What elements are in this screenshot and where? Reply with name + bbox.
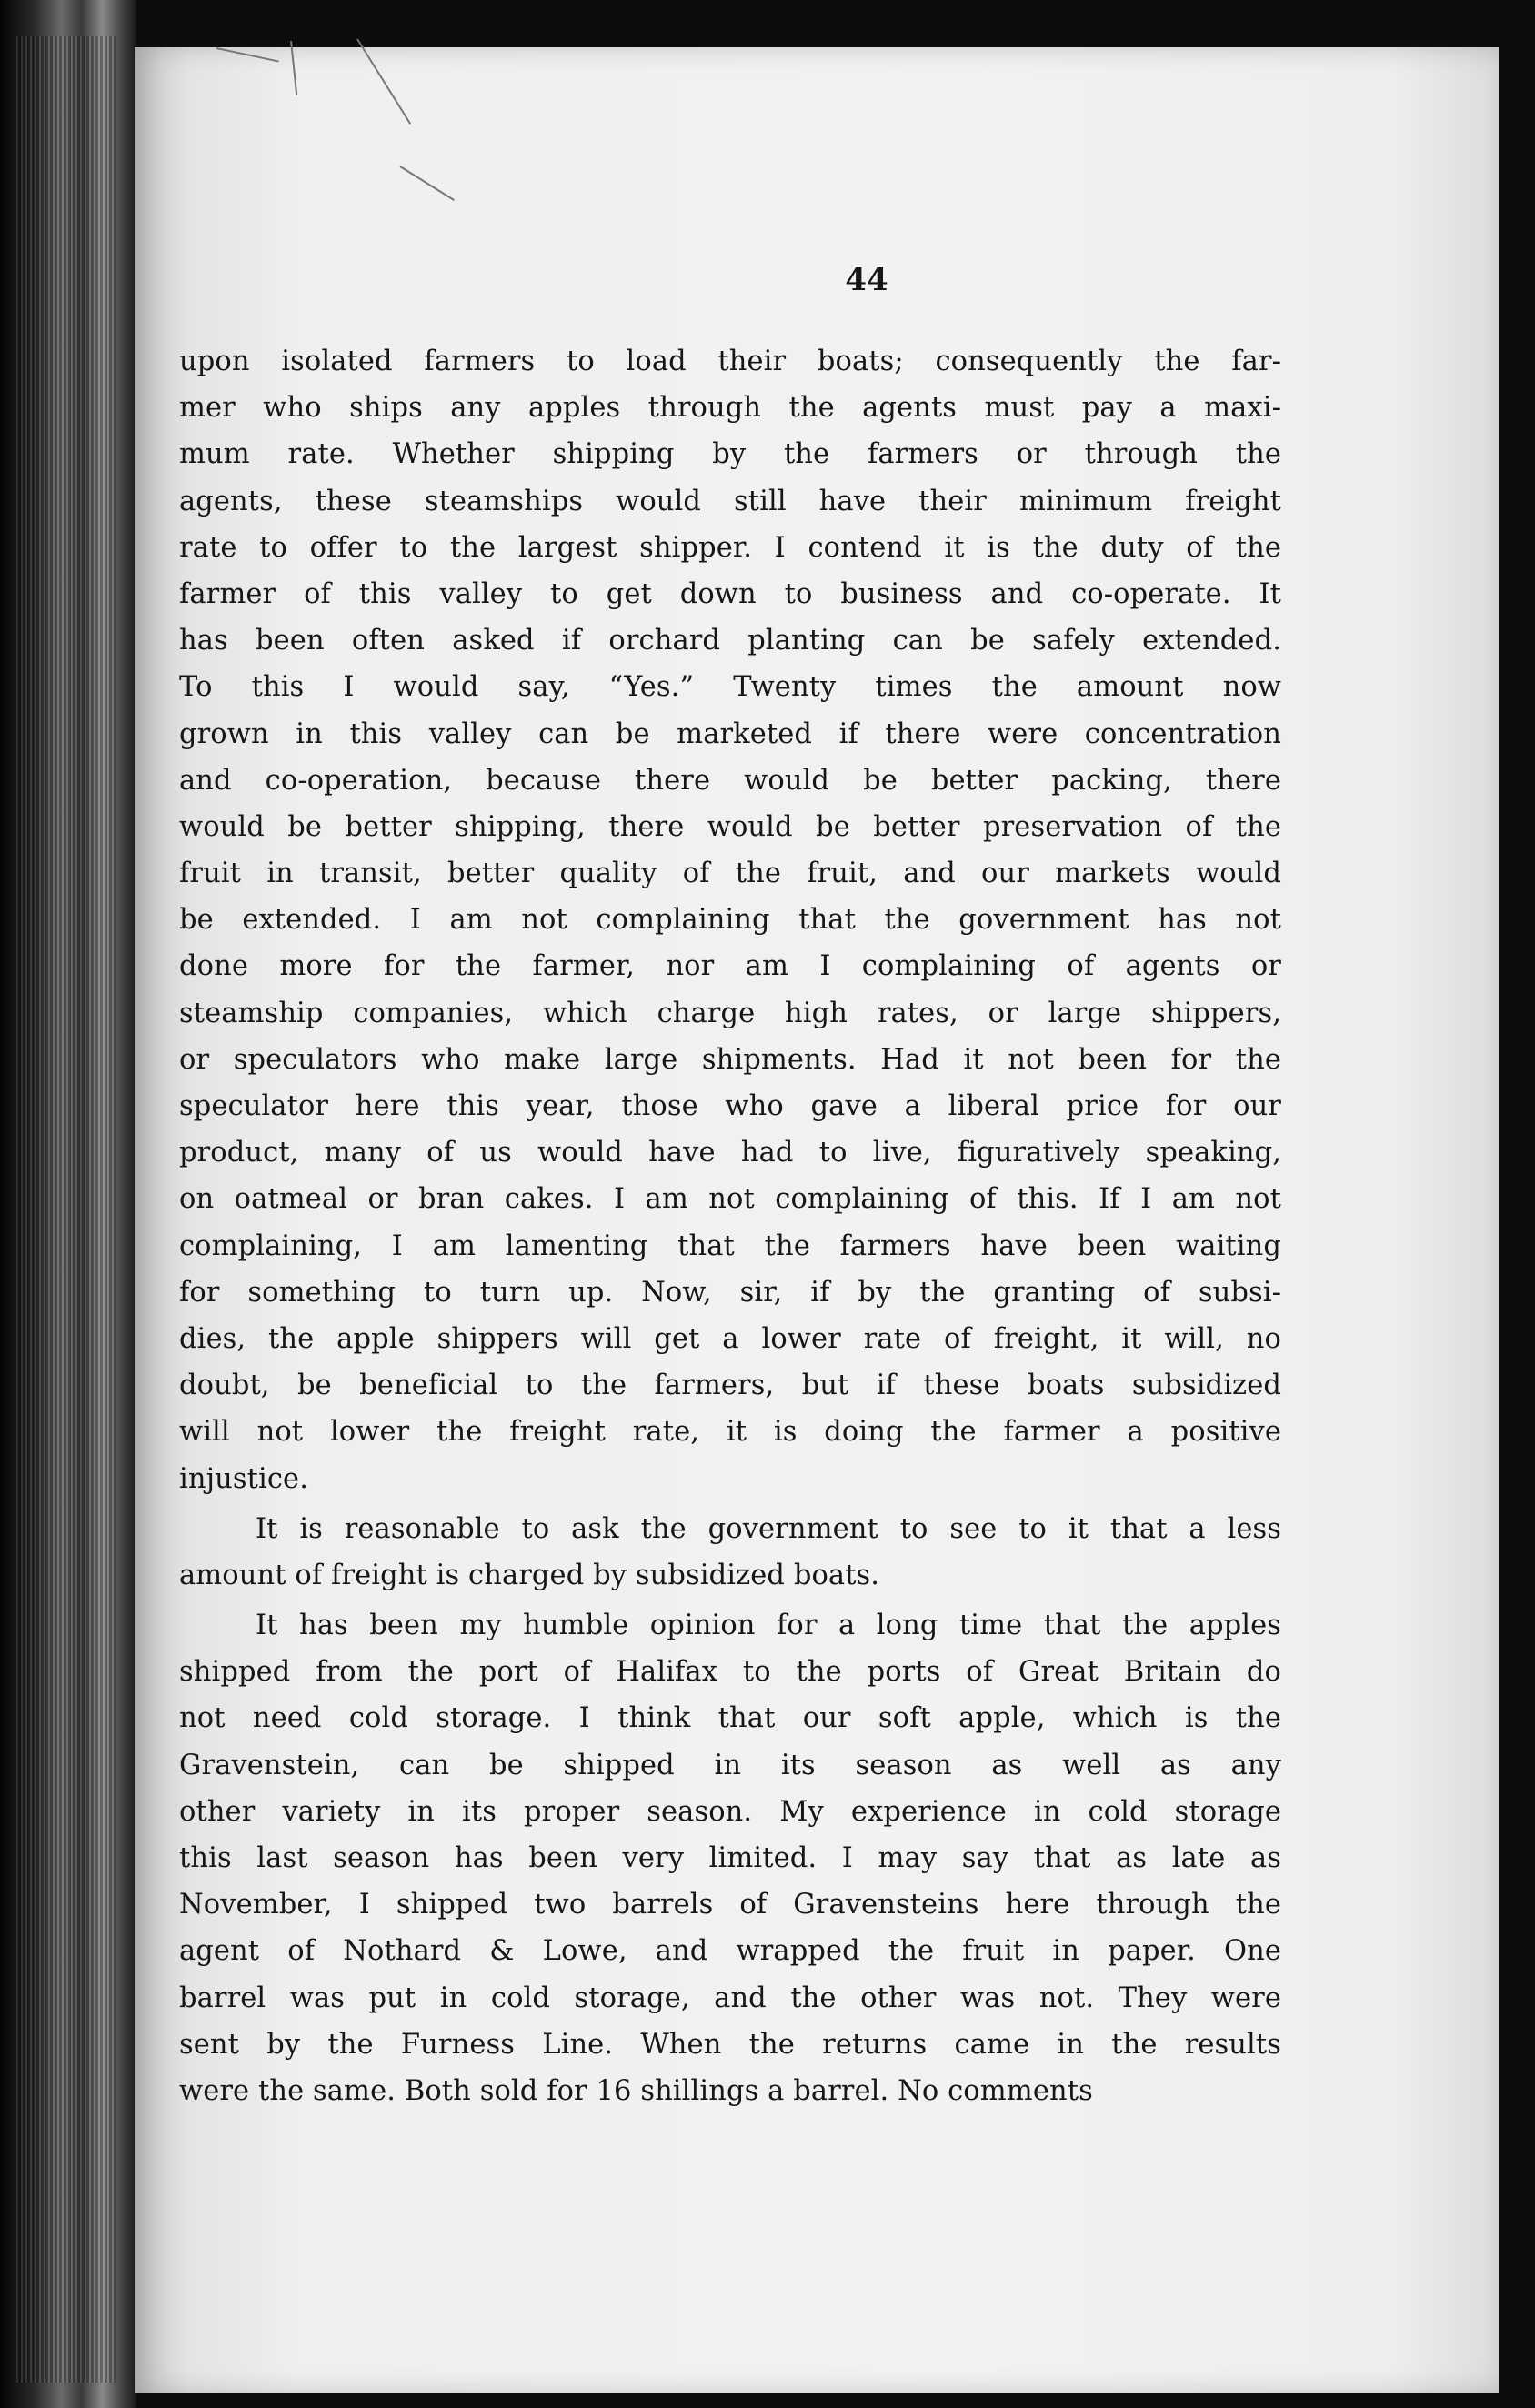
text-line: dies, the apple shippers will get a lower rate of freight, it will, no — [179, 1322, 1281, 1355]
body-text — [179, 338, 1281, 2114]
text-line: farmer of this valley to get down to business and co-operate. It — [179, 577, 1281, 610]
text-line: not need cold storage. I think that our soft apple, which is the — [179, 1702, 1281, 1735]
text-line: barrel was put in cold storage, and the other was not. They were — [179, 1982, 1281, 2014]
scan-mark — [290, 41, 297, 95]
text-line: amount of freight is charged by subsidized boats. — [179, 1559, 880, 1591]
paragraph — [179, 1506, 1281, 1599]
text-line: has been often asked if orchard planting can be safely extended. — [179, 625, 1281, 657]
text-line: complaining, I am lamenting that the farmers have been waiting — [179, 1229, 1281, 1262]
text-line: speculator here this year, those who gave a liberal price for our — [179, 1090, 1281, 1122]
text-line: on oatmeal or bran cakes. I am not complaining of this. If I am not — [179, 1183, 1281, 1216]
book-spine — [0, 0, 136, 2408]
text-line: product, many of us would have had to live, figuratively speaking, — [179, 1137, 1281, 1169]
text-line: doubt, be beneficial to the farmers, but if these boats subsidized — [179, 1370, 1281, 1402]
text-line: mum rate. Whether shipping by the farmers or through the — [179, 438, 1281, 471]
text-line: agent of Nothard & Lowe, and wrapped the fruit in paper. One — [179, 1935, 1281, 1968]
text-line: It has been my humble opinion for a long time that the apples — [256, 1610, 1281, 1642]
scan-mark — [216, 47, 279, 63]
text-line: fruit in transit, better quality of the fruit, and our markets would — [179, 858, 1281, 890]
text-line: mer who ships any apples through the agents must pay a maxi- — [179, 392, 1281, 425]
text-line: Gravenstein, can be shipped in its season as well as any — [179, 1749, 1281, 1781]
scan-mark — [399, 166, 454, 201]
text-line: steamship companies, which charge high rates, or large shippers, — [179, 997, 1281, 1029]
text-line: will not lower the freight rate, it is doing the farmer a positive — [179, 1416, 1281, 1449]
scan-mark — [356, 38, 411, 124]
text-line: this last season has been very limited. I may say that as late as — [179, 1842, 1281, 1874]
text-line: upon isolated farmers to load their boats; consequently the far- — [179, 346, 1281, 377]
paragraph — [179, 1602, 1281, 2114]
text-line: or speculators who make large shipments. Had it not been for the — [179, 1043, 1281, 1076]
text-line: agents, these steamships would still have their minimum freight — [179, 485, 1281, 517]
text-line: grown in this valley can be marketed if there were concentration — [179, 717, 1281, 750]
text-line: be extended. I am not complaining that the government has not — [179, 904, 1281, 937]
page-edges — [16, 36, 116, 2383]
text-line: other variety in its proper season. My experience in cold storage — [179, 1795, 1281, 1828]
text-line: would be better shipping, there would be better preservation of the — [179, 810, 1281, 843]
text-line: for something to turn up. Now, sir, if by the granting of subsi- — [179, 1276, 1281, 1309]
text-line: done more for the farmer, nor am I complaining of agents or — [179, 950, 1281, 983]
page-number: 44 — [845, 262, 888, 298]
text-line: injustice. — [179, 1462, 308, 1495]
text-line: To this I would say, “Yes.” Twenty times the amount now — [179, 671, 1281, 704]
text-line: shipped from the port of Halifax to the ports of Great Britain do — [179, 1656, 1281, 1689]
text-line: November, I shipped two barrels of Gravensteins here through the — [179, 1889, 1281, 1921]
text-line: It is reasonable to ask the government to see to it that a less — [256, 1512, 1281, 1545]
paragraph — [179, 338, 1281, 1502]
text-line: rate to offer to the largest shipper. I contend it is the duty of the — [179, 531, 1281, 564]
text-line: sent by the Furness Line. When the returns came in the results — [179, 2028, 1281, 2061]
text-line: were the same. Both sold for 16 shillings a barrel. No comments — [179, 2074, 1093, 2107]
text-line: and co-operation, because there would be better packing, there — [179, 764, 1281, 797]
